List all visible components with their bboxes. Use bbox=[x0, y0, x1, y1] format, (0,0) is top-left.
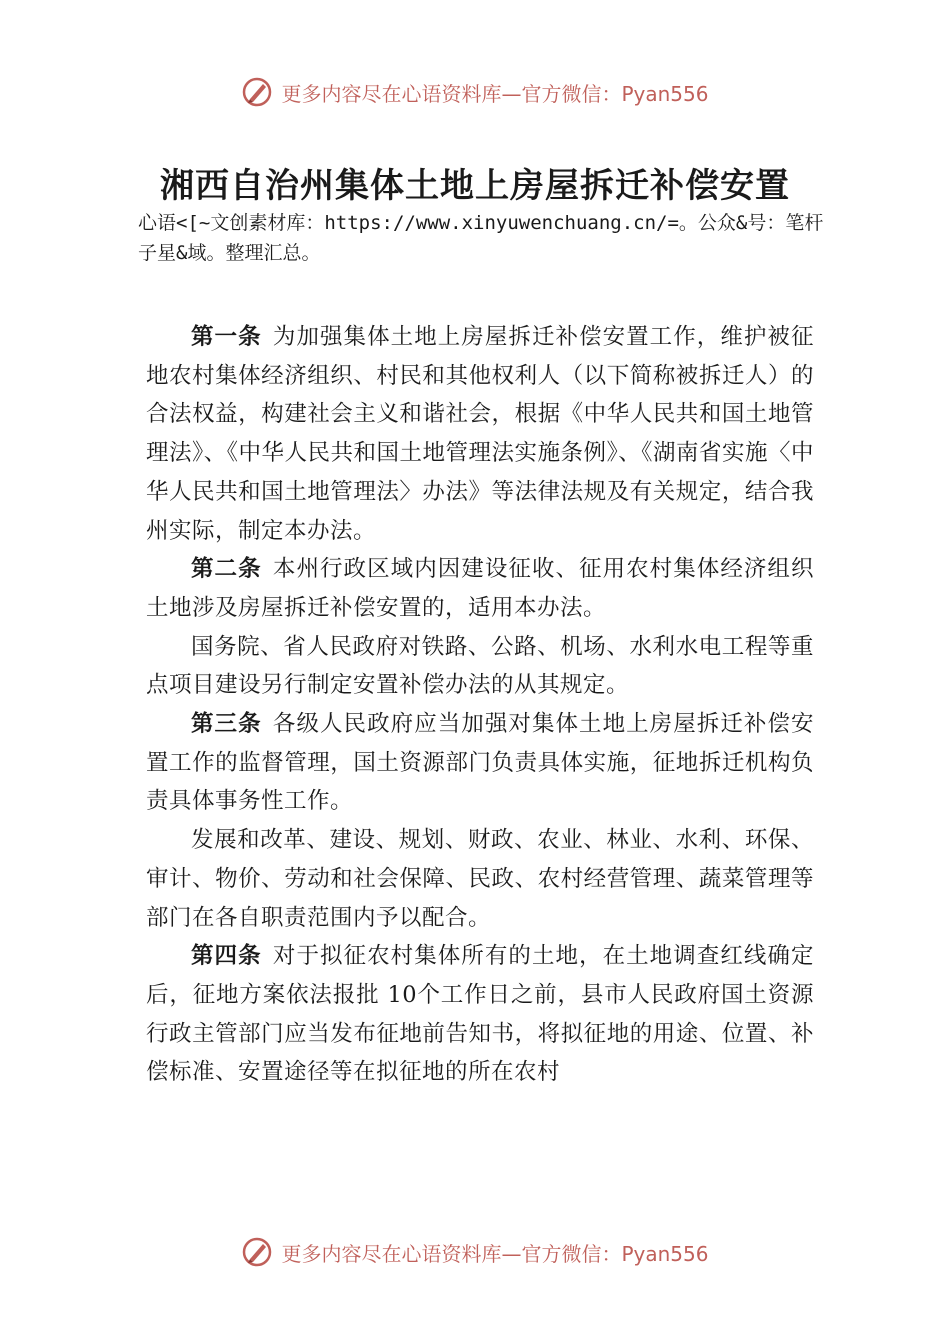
footer-banner bbox=[0, 1230, 950, 1274]
article-text: 为加强集体土地上房屋拆迁补偿安置工作，维护被征地农村集体经济组织、村民和其他权利人（以下简称被拆迁人）的合法权益，构建社会主义和谐社会，根据《中华人民共和国土地管理法》、《中华人民共和国土地管理法实施条例》、《湖南省实施〈中华人民共和国土地管理法〉办法》等法律法规及有关规定，结合我州实际，制定本办法。 bbox=[146, 324, 815, 544]
banner-text: 更多内容尽在心语资料库—官方微信：Pyan556 bbox=[281, 1241, 709, 1266]
header-banner bbox=[0, 70, 950, 114]
article-3 bbox=[146, 705, 814, 821]
document-title: 湘西自治州集体土地上房屋拆迁补偿安置 bbox=[160, 166, 790, 206]
article-text: 各级人民政府应当加强对集体土地上房屋拆迁补偿安置工作的监督管理，国土资源部门负责具体实施，征地拆迁机构负责具体事务性工作。 bbox=[146, 711, 814, 815]
article-text: 国务院、省人民政府对铁路、公路、机场、水利水电工程等重点项目建设另行制定安置补偿办法的从其规定。 bbox=[146, 633, 814, 699]
banner-text: 更多内容尽在心语资料库—官方微信：Pyan556 bbox=[281, 81, 709, 106]
source-note: 心语<[~文创素材库：https://www.xinyuwenchuang.cn/=。公众&号：笔杆子星&域。整理汇总。 bbox=[138, 212, 824, 264]
article-text: 本州行政区域内因建设征收、征用农村集体经济组织土地涉及房屋拆迁补偿安置的，适用本办法。 bbox=[146, 556, 814, 621]
pen-logo-icon bbox=[241, 76, 273, 108]
article-label: 第二条 bbox=[191, 556, 262, 583]
article-1 bbox=[146, 318, 814, 550]
article-text: 发展和改革、建设、规划、财政、农业、林业、水利、环保、审计、物价、劳动和社会保障、民政、农村经营管理、蔬菜管理等部门在各自职责范围内予以配合。 bbox=[146, 827, 814, 931]
article-text: 对于拟征农村集体所有的土地，在土地调查红线确定后，征地方案依法报批 10个工作日之前，县市人民政府国土资源行政主管部门应当发布征地前告知书，将拟征地的用途、位置、补偿标准、安置途径等在拟征地的所在农村 bbox=[146, 943, 814, 1086]
article-3-clause bbox=[146, 821, 814, 937]
document-body bbox=[146, 318, 814, 1092]
article-4 bbox=[146, 937, 814, 1092]
article-2-clause bbox=[146, 628, 814, 705]
pen-logo-icon bbox=[241, 1236, 273, 1268]
article-label: 第三条 bbox=[191, 711, 262, 738]
article-label: 第四条 bbox=[191, 943, 262, 970]
article-2 bbox=[146, 550, 814, 627]
article-label: 第一条 bbox=[191, 324, 262, 350]
